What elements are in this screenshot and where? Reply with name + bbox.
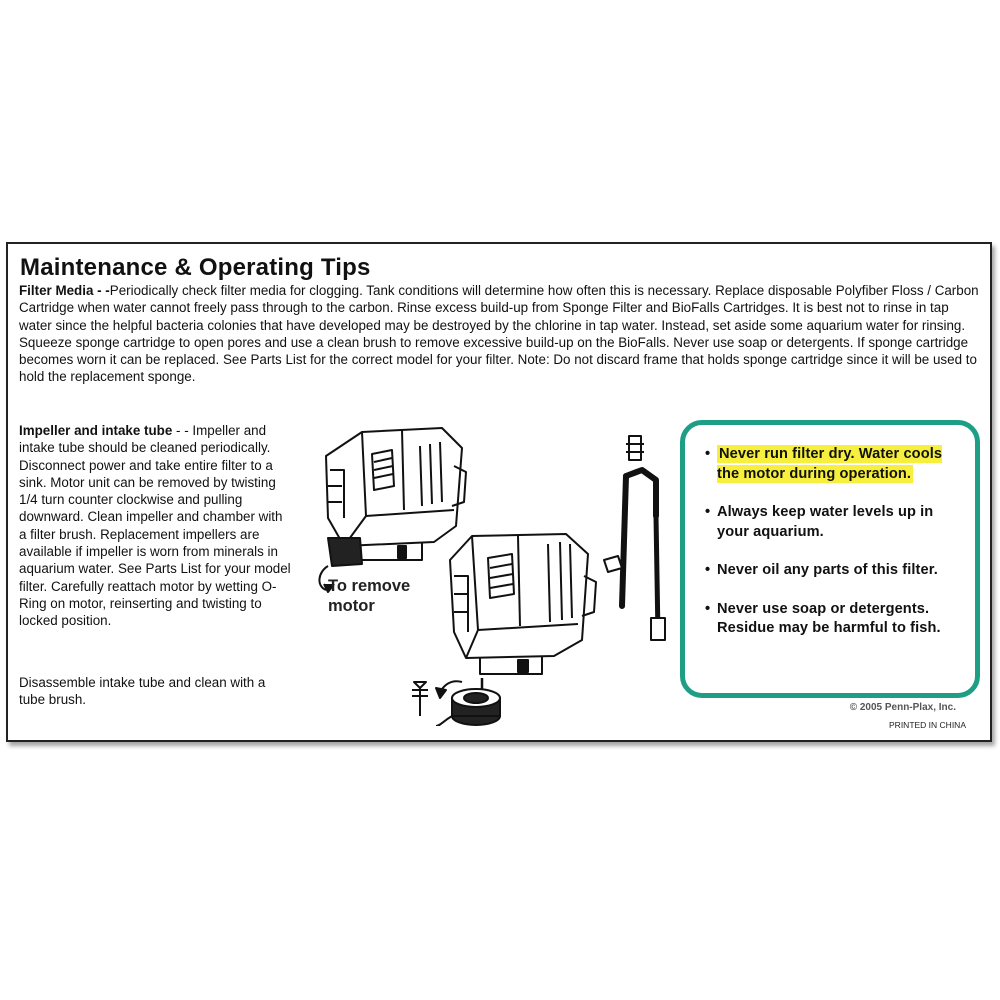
warning-item: [705, 503, 955, 542]
warnings-callout: [680, 420, 980, 698]
caption-line-1: To remove: [328, 577, 411, 595]
warnings-list: [705, 445, 955, 658]
impeller-heading: Impeller and intake tube: [19, 423, 173, 438]
warning-text: Never use soap or detergents. Residue may be harmful to fish.: [717, 600, 941, 636]
warning-text: Always keep water levels up in your aquarium.: [717, 504, 934, 540]
warning-text: Never oil any parts of this filter.: [717, 562, 938, 578]
bullet-icon: •: [705, 562, 711, 578]
filter-media-heading: Filter Media - -: [19, 283, 110, 298]
page-title: Maintenance & Operating Tips: [20, 254, 371, 281]
printed-in-notice: PRINTED IN CHINA: [889, 720, 966, 730]
remove-motor-caption: [328, 576, 410, 616]
impeller-paragraph: [19, 422, 291, 630]
impeller-text: - - Impeller and intake tube should be cleaned periodically. Disconnect power and take entire filter to a sink. Motor unit can be removed by twisting 1/4 turn counter clockwise and pulling downward. Clean impeller and chamber with a filter brush. Replacement impellers are available if impeller is worn from minerals in aquarium water. See Parts List for your model filter. Carefully reattach motor by wetting O-Ring on motor, reinserting and twisting to locked position.: [19, 423, 291, 629]
bullet-icon: •: [705, 446, 711, 462]
warning-item: [705, 445, 955, 484]
copyright-notice: © 2005 Penn-Plax, Inc.: [849, 702, 956, 713]
bullet-icon: •: [705, 504, 711, 520]
bullet-icon: •: [705, 600, 711, 617]
caption-line-2: motor: [328, 597, 375, 615]
filter-media-paragraph: [19, 282, 979, 386]
instruction-sheet: [6, 242, 992, 742]
warning-item: [705, 600, 955, 639]
intake-tube-note: Disassemble intake tube and clean with a tube brush.: [19, 675, 266, 708]
filter-media-text: Periodically check filter media for clogging. Tank conditions will determine how often this is necessary. Replace disposable Polyfiber Floss / Carbon Cartridge when water cannot freely pass through to the carbon. Rinse excess build-up from Sponge Filter and BioFalls Cartridges. It is best not to rinse in tap water since the helpful bacteria colonies that have developed may be destroyed by the chlorine in tap water. Instead, set aside some aquarium water for rinsing. Squeeze sponge cartridge to open pores and use a clean brush to remove excessive build-up on the BioFalls. Never use soap or detergents. If sponge cartridge becomes worn it can be replaced. See Parts List for the correct model for your filter. Note: Do not discard frame that holds sponge cartridge since it will be used to hold the replacement sponge.: [19, 283, 979, 385]
warning-text-highlighted: Never run filter dry. Water cools the motor during operation.: [717, 446, 943, 482]
warning-item: [705, 561, 955, 581]
